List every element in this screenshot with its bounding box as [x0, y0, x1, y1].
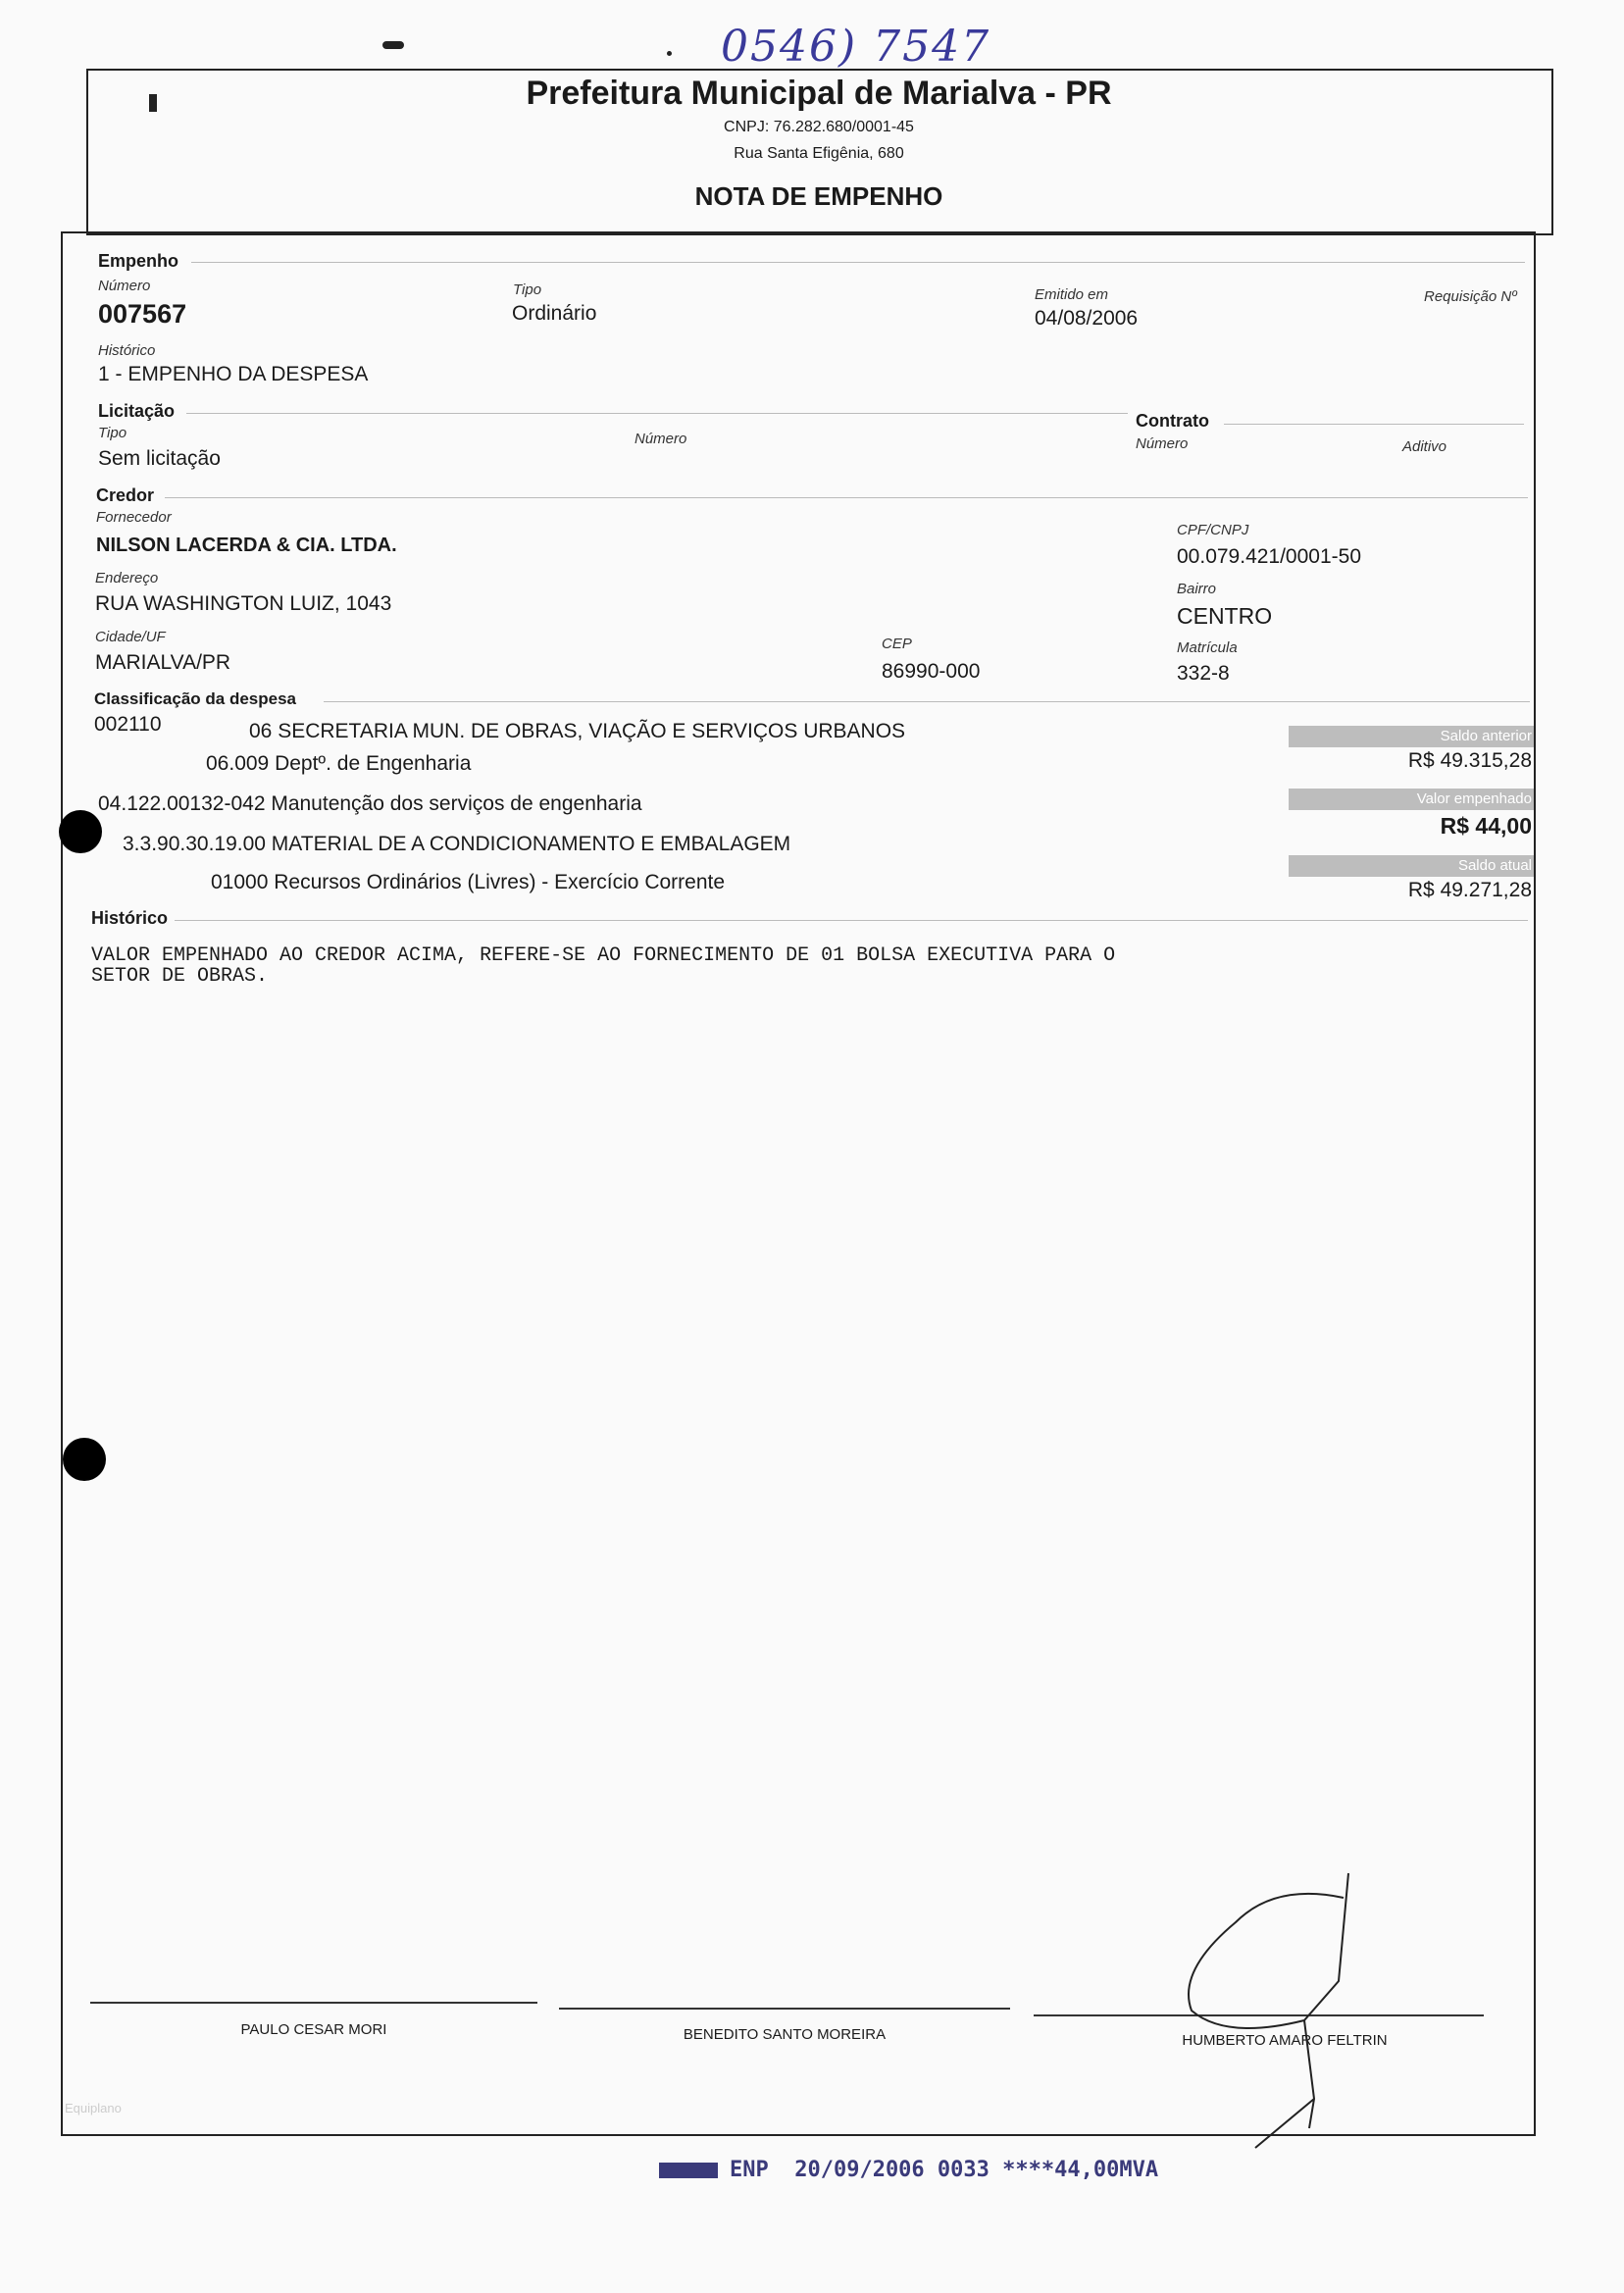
- tipo-label: Tipo: [513, 281, 542, 298]
- credor-bairro: CENTRO: [1177, 603, 1273, 629]
- section-credor: Credor: [96, 485, 155, 505]
- classificacao-recurso: 01000 Recursos Ordinários (Livres) - Exercício Corrente: [211, 871, 726, 893]
- signatory-2: BENEDITO SANTO MOREIRA: [683, 2026, 887, 2043]
- credor-matricula: 332-8: [1177, 662, 1230, 685]
- requisicao-label: Requisição Nº: [1424, 288, 1517, 305]
- classificacao-orgao: 06 SECRETARIA MUN. DE OBRAS, VIAÇÃO E SERVIÇOS URBANOS: [249, 720, 906, 742]
- scan-mark: [382, 41, 404, 49]
- handwritten-annotation: 0546) 7547: [721, 22, 991, 72]
- cep-label: CEP: [882, 636, 912, 652]
- cpf-label: CPF/CNPJ: [1177, 522, 1249, 538]
- divider: [1224, 424, 1524, 425]
- org-cnpj: CNPJ: 76.282.680/0001-45: [724, 119, 914, 135]
- numero-label: Número: [98, 278, 151, 294]
- classificacao-code: 002110: [94, 713, 162, 736]
- saldo-atual-label: Saldo atual: [1289, 855, 1534, 877]
- licitacao-tipo: Sem licitação: [98, 447, 221, 470]
- bank-stamp: [659, 2158, 1158, 2182]
- matricula-label: Matrícula: [1177, 639, 1238, 656]
- divider: [324, 701, 1530, 702]
- contrato-numero-label: Número: [1136, 435, 1189, 452]
- section-licitacao: Licitação: [98, 401, 176, 421]
- credor-cidade: MARIALVA/PR: [95, 651, 231, 674]
- scan-mark: [667, 51, 672, 56]
- cidade-label: Cidade/UF: [95, 629, 166, 645]
- section-contrato: Contrato: [1136, 411, 1209, 431]
- punch-hole: [63, 1438, 106, 1481]
- empenho-historico: 1 - EMPENHO DA DESPESA: [98, 363, 369, 385]
- bairro-label: Bairro: [1177, 581, 1217, 597]
- section-empenho: Empenho: [98, 251, 179, 271]
- credor-cpf: 00.079.421/0001-50: [1177, 545, 1362, 568]
- endereco-label: Endereço: [95, 570, 159, 586]
- signature-line: [90, 2002, 537, 2004]
- historico-line-2: SETOR DE OBRAS.: [91, 965, 269, 988]
- classificacao-funcional: 04.122.00132-042 Manutenção dos serviços de engenharia: [98, 792, 642, 815]
- signatory-1: PAULO CESAR MORI: [240, 2021, 387, 2038]
- classificacao-unidade: 06.009 Deptº. de Engenharia: [206, 752, 472, 775]
- fornecedor-label: Fornecedor: [96, 509, 172, 526]
- divider: [186, 413, 1128, 414]
- classificacao-elemento: 3.3.90.30.19.00 MATERIAL DE A CONDICIONAMENTO E EMBALAGEM: [123, 833, 791, 855]
- valor-empenhado-value: R$ 44,00: [1440, 813, 1532, 839]
- empenho-tipo: Ordinário: [512, 302, 597, 325]
- empenho-emitido: 04/08/2006: [1035, 307, 1139, 330]
- stamp-text: ENP 20/09/2006 0033 ****44,00MVA: [730, 2158, 1159, 2182]
- section-classificacao: Classificação da despesa: [94, 689, 297, 708]
- empenho-numero: 007567: [98, 299, 187, 329]
- licitacao-tipo-label: Tipo: [98, 425, 127, 441]
- saldo-atual-value: R$ 49.271,28: [1407, 879, 1532, 901]
- credor-endereco: RUA WASHINGTON LUIZ, 1043: [95, 592, 392, 615]
- org-name: Prefeitura Municipal de Marialva - PR: [526, 75, 1112, 112]
- contrato-aditivo-label: Aditivo: [1402, 438, 1447, 455]
- historico-label: Histórico: [98, 342, 156, 359]
- punch-hole: [59, 810, 102, 853]
- credor-fornecedor: NILSON LACERDA & CIA. LTDA.: [96, 535, 397, 556]
- org-address: Rua Santa Efigênia, 680: [734, 145, 904, 162]
- handwritten-signature: [1157, 1863, 1393, 2158]
- software-watermark: Equiplano: [65, 2101, 122, 2115]
- divider: [165, 497, 1528, 498]
- divider: [175, 920, 1528, 921]
- saldo-anterior-value: R$ 49.315,28: [1407, 749, 1532, 772]
- signatory-3: HUMBERTO AMARO FELTRIN: [1182, 2032, 1388, 2049]
- saldo-anterior-label: Saldo anterior: [1289, 726, 1534, 747]
- valor-empenhado-label: Valor empenhado: [1289, 789, 1534, 810]
- document-title: NOTA DE EMPENHO: [694, 181, 943, 211]
- section-historico: Histórico: [91, 908, 169, 928]
- body-frame: [61, 231, 1536, 2136]
- emitido-label: Emitido em: [1035, 286, 1109, 303]
- stamp-logo: [659, 2163, 718, 2178]
- credor-cep: 86990-000: [882, 660, 981, 683]
- signature-line: [559, 2008, 1010, 2010]
- licitacao-numero-label: Número: [634, 431, 687, 447]
- divider: [191, 262, 1525, 263]
- historico-line-1: VALOR EMPENHADO AO CREDOR ACIMA, REFERE-SE AO FORNECIMENTO DE 01 BOLSA EXECUTIVA PARA O: [91, 944, 1116, 967]
